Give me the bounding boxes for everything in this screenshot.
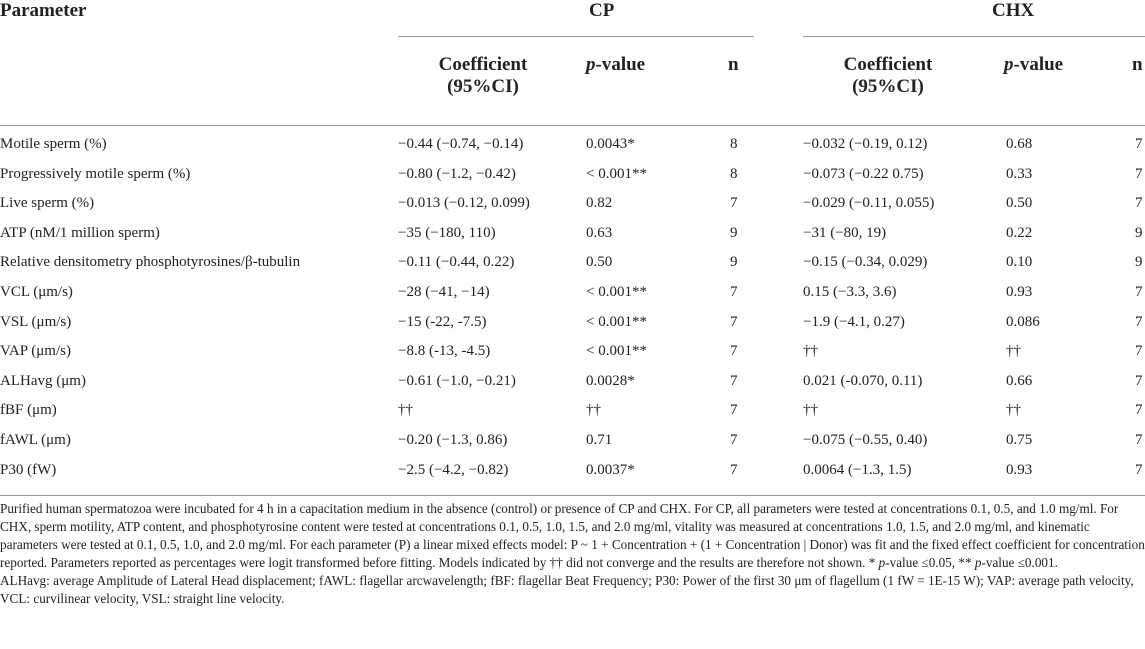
cell-cp-n: 7 — [730, 461, 738, 478]
cell-cp-pvalue: < 0.001** — [586, 283, 647, 300]
cell-cp-coefficient: −0.20 (−1.3, 0.86) — [398, 431, 508, 448]
cell-cp-coefficient: −2.5 (−4.2, −0.82) — [398, 461, 509, 478]
cell-cp-coefficient: −0.013 (−0.12, 0.099) — [398, 195, 530, 212]
table-row — [0, 160, 1145, 190]
table-body — [0, 130, 1145, 485]
cell-cp-pvalue: 0.71 — [586, 431, 613, 448]
cell-parameter: VAP (μm/s) — [0, 343, 71, 360]
cell-cp-n: 8 — [730, 136, 738, 152]
cell-chx-n: 7 — [1135, 165, 1143, 182]
header-parameter: Parameter — [0, 0, 87, 21]
cell-cp-n: 7 — [730, 283, 738, 300]
coef-label: Coefficient — [843, 54, 933, 75]
table-row — [0, 337, 1145, 367]
chx-group-rule — [803, 36, 1145, 37]
cell-chx-n: 7 — [1135, 372, 1143, 389]
cell-cp-n: 7 — [730, 431, 738, 448]
cell-parameter: VSL (μm/s) — [0, 313, 72, 330]
table-footnote — [0, 500, 1145, 608]
p-italic: p — [1004, 54, 1014, 75]
cell-chx-pvalue: 0.93 — [1006, 283, 1033, 300]
header-cp-coefficient — [398, 54, 568, 98]
cell-chx-coefficient: −0.029 (−0.11, 0.055) — [803, 195, 935, 212]
table-row — [0, 278, 1145, 308]
cell-chx-coefficient: †† — [803, 402, 818, 419]
cell-chx-pvalue: 0.22 — [1006, 224, 1033, 241]
p-rest: -value — [595, 54, 646, 75]
cell-chx-pvalue: 0.66 — [1006, 372, 1033, 389]
cell-chx-pvalue: †† — [1006, 343, 1021, 360]
header-group-chx: CHX — [992, 0, 1035, 21]
cell-cp-pvalue: < 0.001** — [586, 343, 647, 360]
footnote-text: -value ≤0.05, ** — [885, 555, 975, 570]
cell-cp-coefficient: −8.8 (-13, -4.5) — [398, 343, 491, 360]
cell-cp-n: 7 — [730, 343, 738, 360]
cell-parameter: fAWL (μm) — [0, 431, 71, 448]
cell-chx-pvalue: 0.75 — [1006, 431, 1033, 448]
cell-chx-coefficient: 0.0064 (−1.3, 1.5) — [803, 461, 912, 478]
header-chx-n: n — [1132, 54, 1143, 75]
cell-chx-n: 7 — [1135, 402, 1143, 419]
cell-cp-pvalue: < 0.001** — [586, 313, 647, 330]
cell-cp-pvalue: < 0.001** — [586, 165, 647, 182]
cell-chx-pvalue: 0.10 — [1006, 254, 1033, 271]
footnote-text: Purified human spermatozoa were incubated for 4 h in a capacitation medium in the absence (control) or presence of CP and CHX. For CP, all parameters were tested at concentrations 0.1, 0.5, and 1.0 mg/ml. For CHX, sperm motility, ATP content, and phosphotyrosine content were tested at concentrations 0.1, 0.5, 1.0, 1.5, and 2.0 mg/ml, vitality was measured at concentrations 1.0, 1.5, and 2.0 mg/ml, and kinematic parameters were tested at 0.1, 0.5, 1.0, and 2.0 mg/ml. For each parameter (P) a linear mixed effects model: P ~ 1 + Concentration + (1 + Concentration | Donor) was fit and the fixed effect coefficient for concentration reported. Parameters reported as percentages were logit transformed before fitting. Models indicated by †† did not converge and the results are therefore not shown. * — [0, 501, 1145, 570]
cell-chx-pvalue: 0.93 — [1006, 461, 1033, 478]
cell-parameter: P30 (fW) — [0, 461, 57, 478]
cell-cp-n: 7 — [730, 195, 738, 212]
cell-cp-coefficient: −15 (-22, -7.5) — [398, 313, 487, 330]
ci-label: (95%CI) — [447, 76, 519, 97]
cell-chx-coefficient: −0.15 (−0.34, 0.029) — [803, 254, 928, 271]
cell-cp-n: 8 — [730, 165, 738, 182]
cell-parameter: ATP (nM/1 million sperm) — [0, 224, 160, 241]
footnote-text: -value ≤0.001. — [981, 555, 1058, 570]
cell-cp-n: 9 — [730, 254, 738, 271]
cell-chx-coefficient: 0.15 (−3.3, 3.6) — [803, 283, 897, 300]
cell-chx-n: 7 — [1135, 283, 1143, 300]
cell-cp-n: 7 — [730, 402, 738, 419]
header-rule — [0, 125, 1145, 126]
cell-chx-pvalue: 0.68 — [1006, 136, 1033, 152]
cell-cp-pvalue: 0.0043* — [586, 136, 635, 152]
table-row — [0, 248, 1145, 278]
cell-chx-n: 7 — [1135, 343, 1143, 360]
cell-chx-coefficient: 0.021 (-0.070, 0.11) — [803, 372, 923, 389]
cell-cp-pvalue: 0.50 — [586, 254, 613, 271]
cell-cp-coefficient: −0.44 (−0.74, −0.14) — [398, 136, 524, 152]
cell-parameter: fBF (μm) — [0, 402, 57, 419]
header-group-cp: CP — [589, 0, 615, 21]
table-row — [0, 396, 1145, 426]
cell-parameter: Motile sperm (%) — [0, 136, 107, 152]
cell-chx-n: 7 — [1135, 195, 1143, 212]
cell-chx-coefficient: −1.9 (−4.1, 0.27) — [803, 313, 905, 330]
cell-cp-pvalue: 0.82 — [586, 195, 613, 212]
cell-parameter: Relative densitometry phosphotyrosines/β-tubulin — [0, 254, 301, 271]
table-row — [0, 308, 1145, 338]
cell-chx-coefficient: −0.073 (−0.22 0.75) — [803, 165, 924, 182]
footnote-abbreviations: ALHavg: average Amplitude of Lateral Head displacement; fAWL: flagellar arcwavelength; fBF: flagellar Beat Frequency; P30: Power of the first 30 μm of flagellum (1 fW = 1E-15 W); VAP: average path velocity, VCL: curvilinear velocity, VSL: straight line velocity. — [0, 573, 1134, 606]
cell-chx-n: 7 — [1135, 431, 1143, 448]
table-row — [0, 130, 1145, 160]
cell-parameter: VCL (μm/s) — [0, 283, 73, 300]
cell-chx-pvalue: †† — [1006, 402, 1021, 419]
cell-parameter: Progressively motile sperm (%) — [0, 165, 191, 182]
header-chx-coefficient — [803, 54, 973, 98]
p-rest: -value — [1013, 54, 1064, 75]
cell-cp-n: 9 — [730, 224, 738, 241]
cell-cp-coefficient: −0.11 (−0.44, 0.22) — [398, 254, 515, 271]
header-cp-pvalue — [586, 54, 676, 76]
cell-chx-coefficient: −31 (−80, 19) — [803, 224, 887, 241]
cell-cp-pvalue: 0.63 — [586, 224, 613, 241]
cell-chx-n: 9 — [1135, 254, 1143, 271]
header-chx-pvalue — [1004, 54, 1094, 76]
cell-cp-pvalue: 0.0037* — [586, 461, 635, 478]
p-italic: p — [586, 54, 596, 75]
cell-chx-coefficient: −0.032 (−0.19, 0.12) — [803, 136, 928, 152]
table-row — [0, 219, 1145, 249]
cell-cp-coefficient: †† — [398, 402, 413, 419]
ci-label: (95%CI) — [852, 76, 924, 97]
cell-cp-pvalue: †† — [586, 402, 601, 419]
cp-group-rule — [398, 36, 754, 37]
cell-cp-coefficient: −35 (−180, 110) — [398, 224, 496, 241]
cell-cp-coefficient: −28 (−41, −14) — [398, 283, 490, 300]
cell-parameter: ALHavg (μm) — [0, 372, 86, 389]
footnote-p-italic: p — [974, 555, 982, 570]
cell-chx-n: 7 — [1135, 461, 1143, 478]
coef-label: Coefficient — [438, 54, 528, 75]
cell-chx-pvalue: 0.086 — [1006, 313, 1040, 330]
cell-chx-pvalue: 0.33 — [1006, 165, 1033, 182]
cell-cp-n: 7 — [730, 372, 738, 389]
table-row — [0, 189, 1145, 219]
cell-chx-coefficient: †† — [803, 343, 818, 360]
cell-cp-n: 7 — [730, 313, 738, 330]
cell-chx-pvalue: 0.50 — [1006, 195, 1033, 212]
footnote-p-italic: p — [878, 555, 886, 570]
body-rule — [0, 495, 1145, 496]
table-row — [0, 367, 1145, 397]
cell-chx-n: 9 — [1135, 224, 1143, 241]
cell-chx-coefficient: −0.075 (−0.55, 0.40) — [803, 431, 928, 448]
cell-chx-n: 7 — [1135, 313, 1143, 330]
cell-chx-n: 7 — [1135, 136, 1143, 152]
cell-cp-pvalue: 0.0028* — [586, 372, 635, 389]
cell-parameter: Live sperm (%) — [0, 195, 95, 212]
table-row — [0, 426, 1145, 456]
table-row — [0, 456, 1145, 486]
cell-cp-coefficient: −0.80 (−1.2, −0.42) — [398, 165, 516, 182]
cell-cp-coefficient: −0.61 (−1.0, −0.21) — [398, 372, 516, 389]
footnote-main — [0, 500, 1145, 572]
header-cp-n: n — [728, 54, 739, 75]
